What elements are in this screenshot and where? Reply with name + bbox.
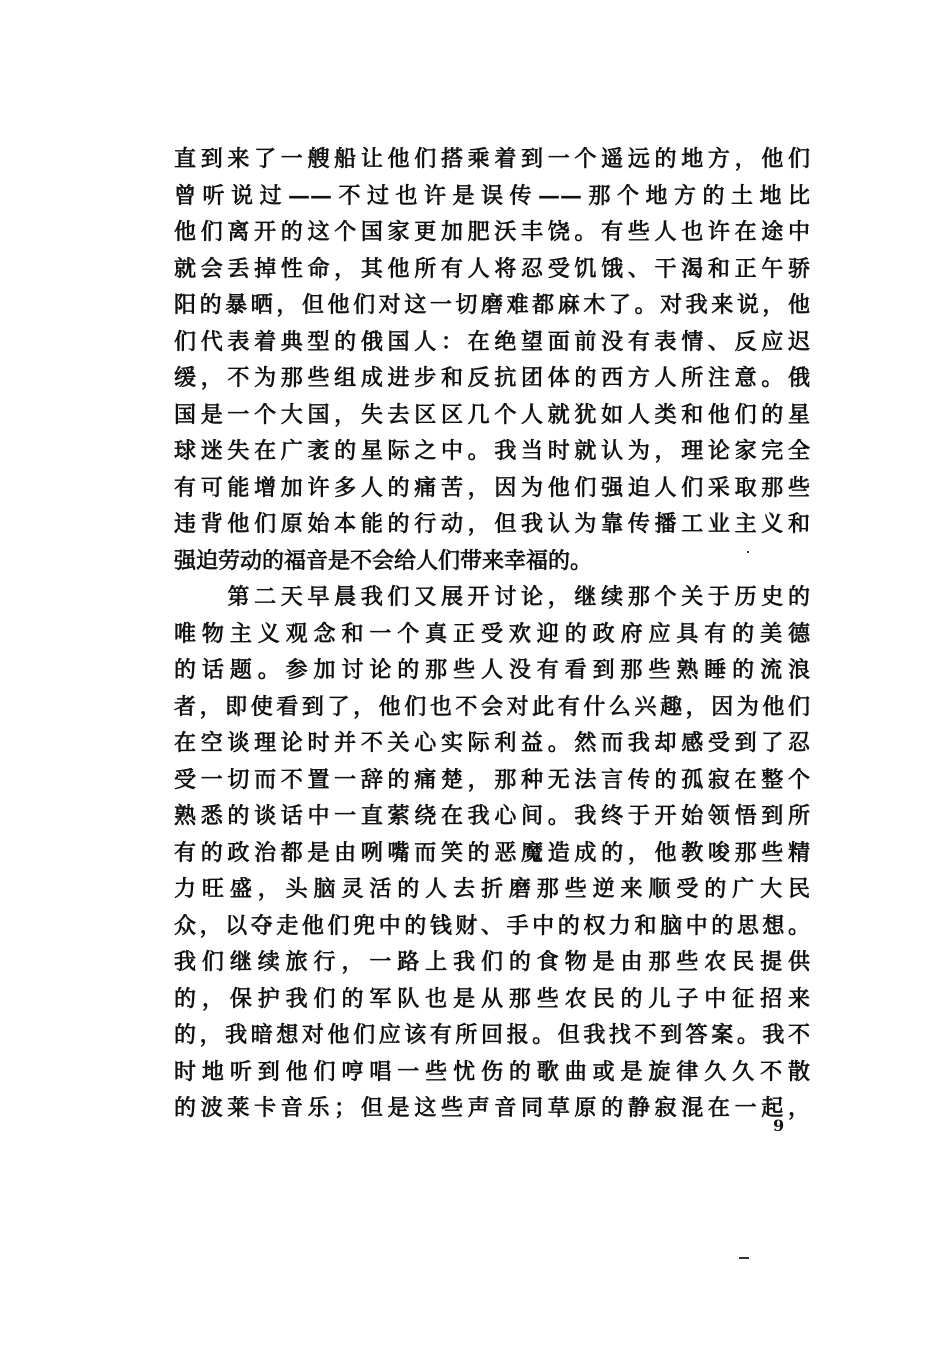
text-line: 缓，不为那些组成进步和反抗团体的西方人所注意。俄 [174, 365, 810, 391]
body-text [174, 141, 810, 1127]
text-line: 时地听到他们哼唱一些忧伤的歌曲或是旋律久久不散 [174, 1058, 810, 1085]
text-line: 的，保护我们的军队也是从那些农民的儿子中征招来 [174, 985, 810, 1012]
text-line: 的话题。参加讨论的那些人没有看到那些熟睡的流浪 [174, 657, 810, 683]
scan-speck [747, 551, 749, 553]
text-line: 唯物主义观念和一个真正受欢迎的政府应具有的美德 [174, 620, 810, 647]
scan-speck [739, 1257, 749, 1259]
text-line: 熟悉的谈话中一直萦绕在我心间。我终于开始领悟到所 [174, 803, 810, 829]
text-line: 有的政治都是由咧嘴而笑的恶魔造成的，他教唆那些精 [174, 839, 810, 866]
text-line: 的，我暗想对他们应该有所回报。但我找不到答案。我不 [174, 1022, 810, 1048]
text-line: 就会丢掉性命，其他所有人将忍受饥饿、干渴和正午骄 [174, 255, 810, 282]
text-line: 违背他们原始本能的行动，但我认为靠传播工业主义和 [174, 511, 810, 537]
text-line: 直到来了一艘船让他们搭乘着到一个遥远的地方，他们 [174, 146, 810, 172]
paragraph-start-line: 第二天早晨我们又展开讨论，继续那个关于历史的 [174, 584, 810, 610]
text-line: 们代表着典型的俄国人：在绝望面前没有表情、反应迟 [174, 328, 810, 355]
text-line: 的波莱卡音乐；但是这些声音同草原的静寂混在一起， [174, 1095, 810, 1121]
text-line: 众，以夺走他们兜中的钱财、手中的权力和脑中的思想。 [174, 912, 810, 939]
text-line: 力旺盛，头脑灵活的人去折磨那些逆来顺受的广大民 [174, 876, 810, 902]
text-line: 有可能增加许多人的痛苦，因为他们强迫人们采取那些 [174, 474, 810, 501]
text-line: 在空谈理论时并不关心实际利益。然而我却感受到了忍 [174, 730, 810, 756]
paragraph-end-line: 强迫劳动的福音是不会给人们带来幸福的。 [174, 547, 593, 574]
text-line: 受一切而不置一辞的痛楚，那种无法言传的孤寂在整个 [174, 766, 810, 793]
text-line: 我们继续旅行，一路上我们的食物是由那些农民提供 [174, 949, 810, 975]
text-line: 国是一个大国，失去区区几个人就犹如人类和他们的星 [174, 401, 810, 428]
text-line: 阳的暴晒，但他们对这一切磨难都麻木了。对我来说，他 [174, 292, 810, 318]
text-line: 他们离开的这个国家更加肥沃丰饶。有些人也许在途中 [174, 219, 810, 245]
text-line: 球迷失在广袤的星际之中。我当时就认为，理论家完全 [174, 438, 810, 464]
text-line: 者，即使看到了，他们也不会对此有什么兴趣，因为他们 [174, 693, 810, 720]
page-number: 9 [773, 1116, 785, 1135]
text-line: 曾听说过——不过也许是误传——那个地方的土地比 [174, 182, 810, 209]
